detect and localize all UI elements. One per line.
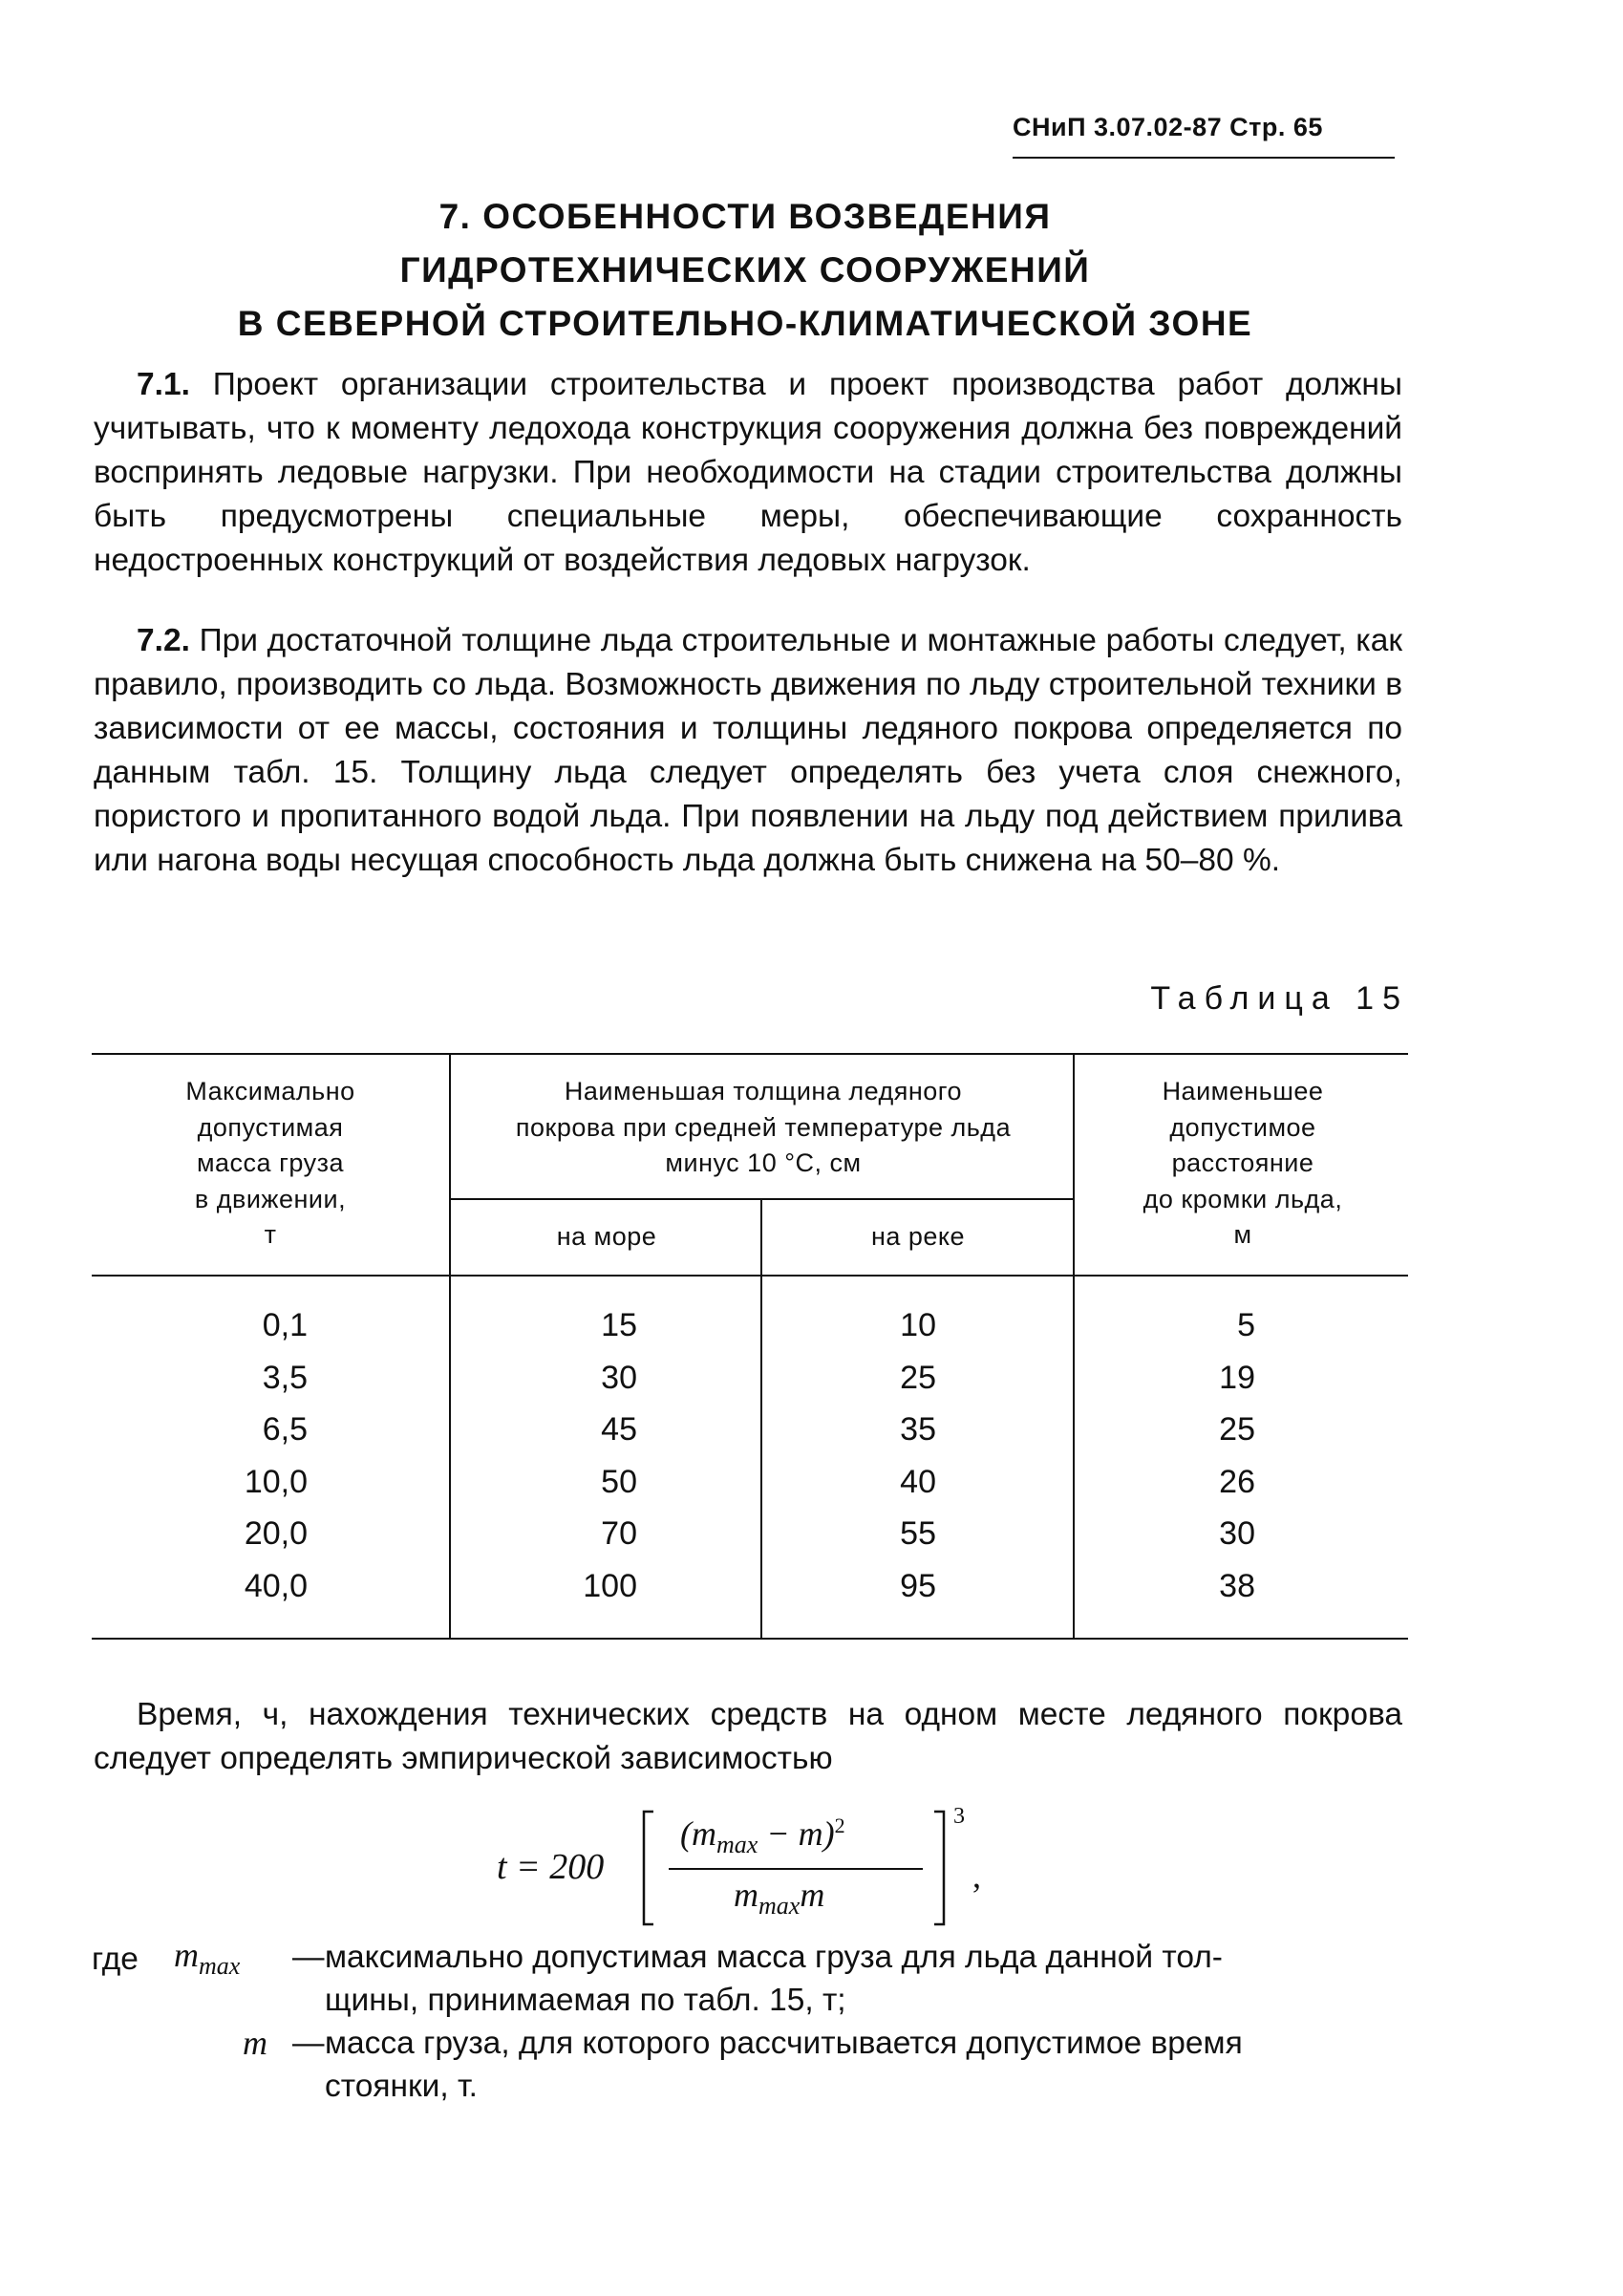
paragraph-time-formula-text: Время, ч, нахождения технических средств на одном месте ледяного покрова следует определять эмпирической зависимостью — [94, 1697, 1402, 1776]
table-cell: 55 — [900, 1515, 936, 1552]
table-cell: 25 — [1219, 1411, 1255, 1448]
header-min-distance-line: допустимое — [1169, 1112, 1316, 1142]
denominator-rest: m — [800, 1876, 825, 1914]
table-cell: 70 — [601, 1515, 637, 1552]
denominator-sub: max — [758, 1892, 801, 1920]
header-min-distance-unit: м — [1233, 1220, 1252, 1249]
table-cell: 30 — [1219, 1515, 1255, 1552]
numerator-power: 2 — [834, 1813, 845, 1837]
table-cell: 38 — [1219, 1567, 1255, 1604]
section-title-line-2: ГИДРОТЕХНИЧЕСКИХ СООРУЖЕНИЙ — [399, 250, 1091, 290]
table-bottom-rule — [92, 1638, 1408, 1640]
paragraph-7-2-text: При достаточной толщине льда строительные и монтажные работы следует, как правило, производить со льда. Возможность движения по льду строительной техники в зависимости от ее массы, состояния и толщины ледяного покрова определяется по данным табл. 15. Толщину льда следует определять без учета слоя снежного, пористого и пропитанного водой льда. При появлении на льду под действием прилива или нагона воды несущая способность льда должна быть снижена на 50–80 %. — [94, 623, 1402, 878]
definition-m-line: стоянки, т. — [325, 2069, 478, 2104]
paragraph-time-formula — [94, 1693, 1402, 1781]
header-ice-thickness-line: Наименьшая толщина ледяного — [564, 1077, 963, 1105]
defs-symbol-mmax — [174, 1934, 240, 1987]
header-ice-thickness — [453, 1074, 1074, 1182]
table-cell: 6,5 — [262, 1411, 308, 1448]
defs-symbol-m — [243, 2022, 267, 2065]
definition-m — [325, 2022, 1414, 2108]
formula — [497, 1796, 993, 1930]
table-divider-1 — [449, 1053, 451, 1640]
header-min-distance — [1078, 1074, 1408, 1254]
header-max-mass — [96, 1074, 445, 1254]
paragraph-7-2 — [94, 619, 1402, 883]
symbol-m-sub: max — [199, 1952, 241, 1981]
paragraph-7-1-text: Проект организации строительства и проект производства работ должны учитывать, что к моменту ледохода конструкция сооружения должна без повреждений воспринять ледовые нагрузки. При необходимости на стадии строительства должны быть предусмотрены специальные меры, обеспечивающие сохранность недостроенных конструкций от воздействия ледовых нагрузок. — [94, 367, 1402, 578]
table-cell: 19 — [1219, 1359, 1255, 1396]
table-cell: 45 — [601, 1411, 637, 1448]
page-header: СНиП 3.07.02-87 Стр. 65 — [1013, 113, 1323, 141]
numerator-rest: − m) — [758, 1814, 835, 1853]
table-cell: 40,0 — [244, 1567, 308, 1604]
header-max-mass-line: Максимально — [185, 1077, 355, 1105]
table-divider-2 — [760, 1199, 762, 1640]
right-bracket — [934, 1812, 944, 1924]
table-cell: 3,5 — [262, 1359, 308, 1396]
header-max-mass-unit: т — [264, 1220, 277, 1249]
table-cell: 5 — [1237, 1307, 1255, 1343]
table-cell: 10 — [900, 1307, 936, 1343]
definition-mmax-line: максимально допустимая масса груза для льда данной тол- — [325, 1940, 1223, 1975]
paragraph-7-2-number: 7.2. — [137, 623, 190, 658]
header-at-sea: на море — [556, 1222, 657, 1251]
paragraph-7-1-number: 7.1. — [137, 367, 190, 402]
definition-mmax-line: щины, принимаемая по табл. 15, т; — [325, 1983, 846, 2018]
header-min-distance-line: до кромки льда, — [1143, 1184, 1343, 1213]
header-rule — [1013, 157, 1395, 159]
header-max-mass-line: допустимая — [197, 1112, 344, 1142]
table-cell: 10,0 — [244, 1463, 308, 1500]
table-cell: 50 — [601, 1463, 637, 1500]
table-cell: 0,1 — [262, 1307, 308, 1343]
table-top-rule — [92, 1053, 1408, 1055]
column-distance — [1156, 1299, 1255, 1612]
table-header-bottom-rule — [92, 1275, 1408, 1277]
formula-denominator — [734, 1875, 824, 1920]
table-cell: 40 — [900, 1463, 936, 1500]
header-on-river: на реке — [870, 1222, 966, 1251]
paragraph-7-1 — [94, 363, 1402, 583]
column-sea — [535, 1299, 637, 1612]
numerator-sub: max — [716, 1831, 758, 1859]
symbol-m-2: m — [243, 2024, 267, 2062]
defs-dash-2: — — [292, 2026, 325, 2061]
formula-lhs: t = 200 — [497, 1847, 605, 1887]
formula-trailing: , — [972, 1856, 981, 1895]
table-cell: 30 — [601, 1359, 637, 1396]
header-max-mass-line: масса груза — [196, 1148, 345, 1177]
column-mass — [172, 1299, 308, 1612]
formula-outer-power: 3 — [953, 1804, 965, 1829]
left-bracket — [644, 1812, 653, 1924]
header-max-mass-line: в движении, — [194, 1184, 347, 1213]
column-river — [841, 1299, 936, 1612]
numerator-m: (m — [680, 1814, 716, 1853]
table-caption: Таблица 15 — [1150, 980, 1409, 1017]
table-cell: 25 — [900, 1359, 936, 1396]
section-title-line-1: 7. ОСОБЕННОСТИ ВОЗВЕДЕНИЯ — [438, 197, 1052, 236]
table-cell: 100 — [583, 1567, 637, 1604]
defs-dash-1: — — [292, 1940, 325, 1975]
section-title-line-3: В СЕВЕРНОЙ СТРОИТЕЛЬНО-КЛИМАТИЧЕСКОЙ ЗОНЕ — [237, 304, 1253, 343]
header-ice-thickness-line: покрова при средней температуре льда — [515, 1112, 1012, 1142]
table-cell: 26 — [1219, 1463, 1255, 1500]
header-min-distance-line: Наименьшее — [1162, 1077, 1324, 1105]
header-ice-thickness-line: минус 10 °С, см — [665, 1148, 862, 1177]
definition-m-line: масса груза, для которого рассчитывается допустимое время — [325, 2026, 1243, 2061]
symbol-m: m — [174, 1936, 199, 1974]
table-subheader-rule — [450, 1198, 1075, 1200]
table-cell: 15 — [601, 1307, 637, 1343]
definition-mmax — [325, 1936, 1414, 2022]
table-cell: 95 — [900, 1567, 936, 1604]
table-cell: 35 — [900, 1411, 936, 1448]
header-min-distance-line: расстояние — [1171, 1148, 1314, 1177]
formula-numerator — [680, 1813, 845, 1859]
table-cell: 20,0 — [244, 1515, 308, 1552]
denominator-m: m — [734, 1876, 758, 1914]
defs-where: где — [92, 1942, 139, 1977]
